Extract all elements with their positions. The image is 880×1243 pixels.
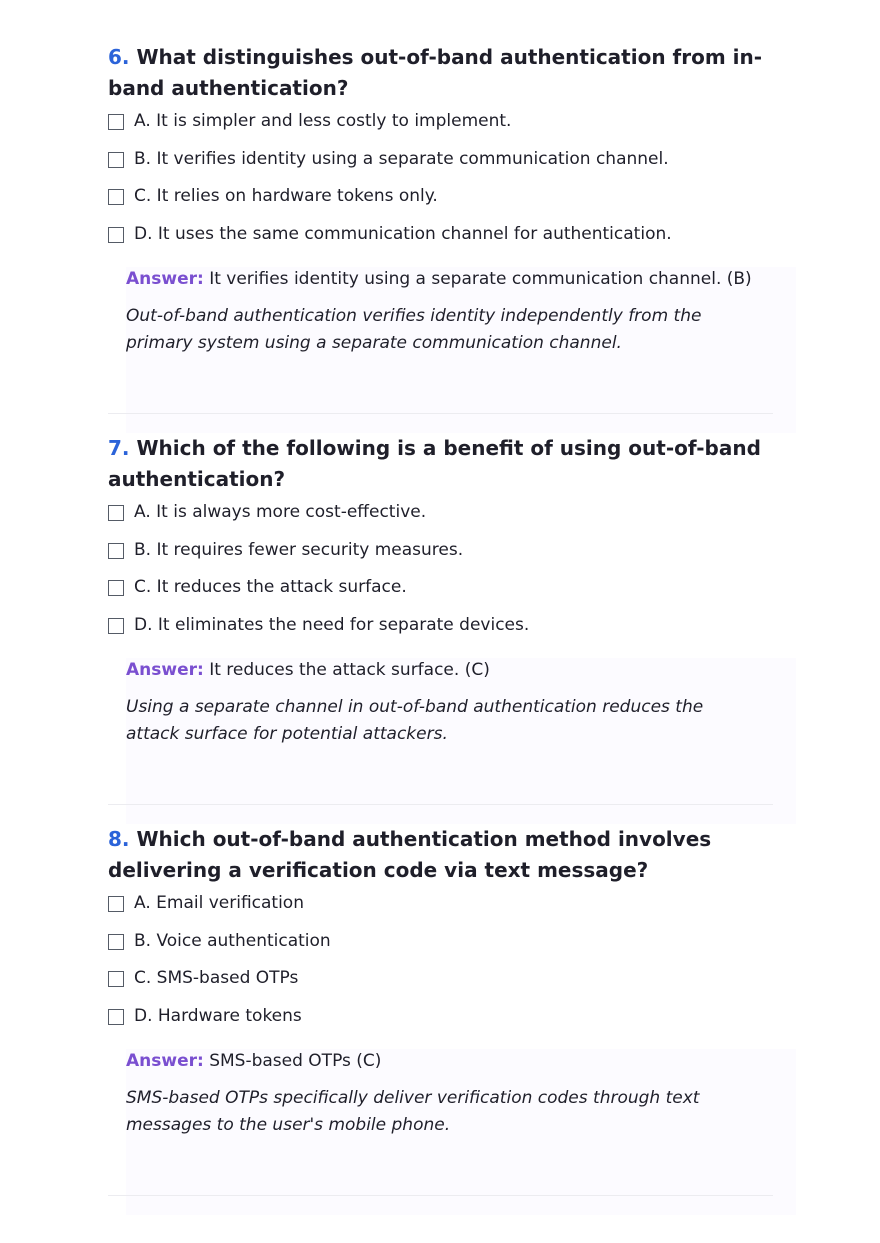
answer-box xyxy=(126,267,796,433)
option-list xyxy=(108,502,768,653)
question-title xyxy=(108,42,768,104)
question-text: Which of the following is a benefit of using out-of-band authentication? xyxy=(108,436,761,491)
answer-label: Answer: xyxy=(126,1051,204,1071)
checkbox[interactable] xyxy=(108,543,124,559)
question-6 xyxy=(108,42,773,433)
answer-line xyxy=(126,658,490,682)
checkbox[interactable] xyxy=(108,580,124,596)
option-label: B. Voice authentication xyxy=(134,930,331,951)
option-c[interactable] xyxy=(108,968,768,1006)
option-label: C. It relies on hardware tokens only. xyxy=(134,186,438,207)
option-c[interactable] xyxy=(108,577,768,615)
option-b[interactable] xyxy=(108,931,768,969)
option-c[interactable] xyxy=(108,186,768,224)
question-title xyxy=(108,433,768,495)
checkbox[interactable] xyxy=(108,505,124,521)
question-title xyxy=(108,824,768,886)
option-b[interactable] xyxy=(108,149,768,187)
question-number: 7. xyxy=(108,436,130,460)
option-d[interactable] xyxy=(108,224,768,262)
option-label: A. It is simpler and less costly to implement. xyxy=(134,111,512,131)
answer-explanation: Using a separate channel in out-of-band authentication reduces the attack surface for potential attackers. xyxy=(126,697,704,744)
divider xyxy=(108,1195,773,1196)
checkbox[interactable] xyxy=(108,152,124,168)
question-text: What distinguishes out-of-band authentication from in-band authentication? xyxy=(108,45,763,100)
checkbox[interactable] xyxy=(108,896,124,912)
option-d[interactable] xyxy=(108,1006,768,1044)
option-a[interactable] xyxy=(108,502,768,540)
option-label: C. SMS-based OTPs xyxy=(134,968,299,989)
answer-label: Answer: xyxy=(126,269,204,289)
checkbox[interactable] xyxy=(108,227,124,243)
question-text: Which out-of-band authentication method involves delivering a verification code via text message? xyxy=(108,827,712,882)
option-list xyxy=(108,111,768,262)
question-number: 6. xyxy=(108,45,130,69)
answer-explanation: Out-of-band authentication verifies identity independently from the primary system using a separate communication channel. xyxy=(126,306,702,353)
question-7 xyxy=(108,433,773,824)
option-a[interactable] xyxy=(108,111,768,149)
answer-text: It reduces the attack surface. (C) xyxy=(209,660,490,680)
divider xyxy=(108,413,773,414)
checkbox[interactable] xyxy=(108,114,124,130)
checkbox[interactable] xyxy=(108,934,124,950)
option-label: A. It is always more cost-effective. xyxy=(134,502,427,522)
checkbox[interactable] xyxy=(108,618,124,634)
answer-line xyxy=(126,267,752,291)
answer-box xyxy=(126,658,796,824)
option-label: B. It requires fewer security measures. xyxy=(134,539,464,560)
answer-line xyxy=(126,1049,381,1073)
option-label: A. Email verification xyxy=(134,893,304,913)
answer-text: SMS-based OTPs (C) xyxy=(209,1051,382,1071)
answer-label: Answer: xyxy=(126,660,204,680)
option-label: D. Hardware tokens xyxy=(134,1006,302,1027)
option-list xyxy=(108,893,768,1044)
option-label: C. It reduces the attack surface. xyxy=(134,577,407,598)
option-label: D. It uses the same communication channel for authentication. xyxy=(134,224,672,245)
option-label: B. It verifies identity using a separate communication channel. xyxy=(134,148,669,169)
answer-text: It verifies identity using a separate communication channel. (B) xyxy=(209,269,752,289)
divider xyxy=(108,804,773,805)
question-8 xyxy=(108,824,773,1215)
option-d[interactable] xyxy=(108,615,768,653)
option-label: D. It eliminates the need for separate devices. xyxy=(134,615,530,636)
option-a[interactable] xyxy=(108,893,768,931)
option-b[interactable] xyxy=(108,540,768,578)
question-number: 8. xyxy=(108,827,130,851)
checkbox[interactable] xyxy=(108,189,124,205)
answer-explanation: SMS-based OTPs specifically deliver verification codes through text messages to the user's mobile phone. xyxy=(126,1088,700,1135)
checkbox[interactable] xyxy=(108,971,124,987)
answer-box xyxy=(126,1049,796,1215)
checkbox[interactable] xyxy=(108,1009,124,1025)
